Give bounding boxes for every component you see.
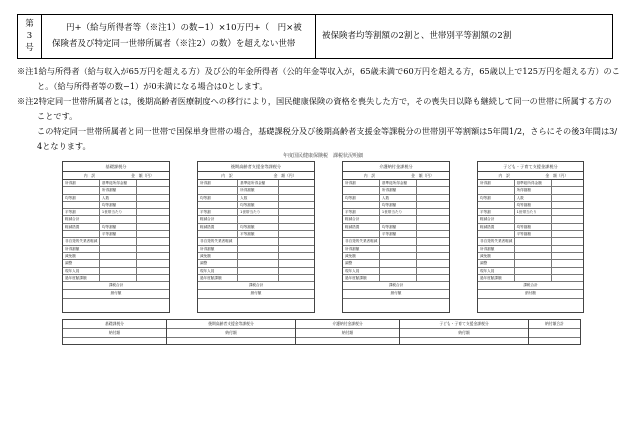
form-row-key — [198, 231, 238, 237]
form-row-key: 均等割 — [63, 195, 100, 201]
form-block-subhead — [478, 172, 583, 180]
form-row-key: 非自発的失業者軽減 — [478, 238, 515, 244]
form-row-amount — [137, 268, 169, 274]
form-row — [198, 224, 314, 231]
form-row — [478, 238, 583, 245]
form-row — [343, 195, 449, 202]
form-row-item: 所得割額 — [100, 187, 137, 193]
form-row-amount — [552, 224, 584, 230]
form-row-item — [238, 216, 279, 222]
form-row-item: 1世帯当たり — [238, 209, 279, 215]
form-row — [343, 275, 449, 282]
form-total: 課税合計 — [343, 282, 449, 290]
form-row — [343, 268, 449, 275]
form-row-amount — [552, 275, 584, 281]
form-row-key: 所得割 — [198, 180, 238, 186]
note2-line4: 4となります。 — [37, 141, 91, 151]
form-row-item: 基準総所得金額 — [238, 180, 279, 186]
bottom-total-cell — [166, 319, 296, 345]
form-row-item: 均等割額 — [238, 224, 279, 230]
form-row — [198, 216, 314, 223]
form-row-item: 平等割額 — [238, 231, 279, 237]
form-row-item: 均等割額 — [515, 224, 552, 230]
form-row-key: 軽減措置 — [198, 224, 238, 230]
form-row-key: 均等割 — [198, 195, 238, 201]
form-row — [63, 187, 169, 194]
form-row-amount — [137, 224, 169, 230]
form-row-amount — [552, 268, 584, 274]
form-row-item — [380, 216, 417, 222]
form-row-item — [238, 275, 279, 281]
form-block-head: 介護納付金課税分 — [343, 162, 449, 172]
form-row-item — [100, 246, 137, 252]
form-row-amount — [417, 238, 449, 244]
note1-line1: ※注1給与所得者（給与収入が65万円を超える方）及び公的年金所得者（公的年金等収入が，65歳未満で60万円を超える方，65歳以上で125万円を超える方）のこ — [17, 66, 620, 76]
form-row-key — [198, 187, 238, 193]
form-row-amount — [137, 202, 169, 208]
form-row-key — [63, 231, 100, 237]
form-row-amount — [552, 231, 584, 237]
form-row-key: 均等割 — [478, 195, 515, 201]
form-row — [478, 260, 583, 267]
form-block-subhead — [63, 172, 169, 180]
subhead-right: 金 額（円） — [545, 173, 569, 178]
form-row — [478, 187, 583, 194]
form-row-key: 過年度賦課額 — [478, 275, 515, 281]
bottom-cell-sub: 納付額 — [296, 329, 399, 338]
form-block-subhead — [198, 172, 314, 180]
form-row-key: 軽減合計 — [343, 216, 380, 222]
form-row-amount — [137, 253, 169, 259]
form-row-amount — [552, 246, 584, 252]
form-row-key: 所得割額 — [198, 246, 238, 252]
form-row-amount — [552, 209, 584, 215]
form-row-item — [380, 246, 417, 252]
form-row-item — [515, 216, 552, 222]
form-row-amount — [279, 253, 314, 259]
form-row-amount — [279, 209, 314, 215]
form-row — [63, 253, 169, 260]
form-row-item: 平等割額 — [100, 231, 137, 237]
subhead-left: 内 訳 — [221, 173, 233, 178]
form-row-item — [515, 275, 552, 281]
form-row-item: 人数 — [100, 195, 137, 201]
form-row — [198, 246, 314, 253]
form-row-item — [380, 238, 417, 244]
form-row — [478, 180, 583, 187]
rule-number-text: 第 3 号 — [25, 19, 34, 53]
form-row-item: 基準総所得金額 — [380, 180, 417, 186]
form-row-key — [343, 202, 380, 208]
form-row — [63, 224, 169, 231]
form-row-item: 平等割額 — [380, 231, 417, 237]
form-row-amount — [279, 268, 314, 274]
form-row-item: 人数 — [238, 195, 279, 201]
form-row — [478, 195, 583, 202]
form-row-amount — [279, 187, 314, 193]
form-row-key: 平等割 — [343, 209, 380, 215]
form-row-item: 所得割額 — [515, 187, 552, 193]
form-row — [343, 238, 449, 245]
form-row-key: 減免額 — [198, 253, 238, 259]
form-row-key: 非自発的失業者軽減 — [198, 238, 238, 244]
form-row — [343, 180, 449, 187]
form-row-item: 人数 — [515, 195, 552, 201]
form-total: 課税合計 — [478, 282, 583, 290]
form-row-amount — [137, 187, 169, 193]
form-row — [198, 238, 314, 245]
form-row-item: 人数 — [380, 195, 417, 201]
form-row-key: 非自発的失業者軽減 — [63, 238, 100, 244]
form-row-item — [100, 216, 137, 222]
bottom-total-cell — [528, 319, 581, 345]
form-row — [478, 202, 583, 209]
form-block — [477, 161, 584, 313]
form-row — [63, 246, 169, 253]
form-row-key: 過年度賦課額 — [198, 275, 238, 281]
form-dues: 納付額 — [63, 290, 169, 298]
form-row — [478, 216, 583, 223]
subhead-left: 内 訳 — [498, 173, 510, 178]
form-row-amount — [417, 260, 449, 266]
form-row-item — [100, 238, 137, 244]
bottom-cell-label: 基礎課税分 — [63, 320, 166, 329]
form-row-key: 非自発的失業者軽減 — [343, 238, 380, 244]
form-row-key: 現年人員 — [478, 268, 515, 274]
form-row — [343, 224, 449, 231]
footnotes — [17, 64, 620, 154]
form-row-key: 軽減合計 — [478, 216, 515, 222]
form-row-key: 軽減措置 — [63, 224, 100, 230]
form-row-item — [515, 253, 552, 259]
form-row-amount — [552, 260, 584, 266]
form-row-amount — [417, 209, 449, 215]
form-row-amount — [279, 216, 314, 222]
form-row-item — [515, 268, 552, 274]
rule-formula — [42, 15, 316, 58]
subhead-right: 金 額（円） — [411, 173, 434, 178]
form-row-amount — [279, 180, 314, 186]
form-row-amount — [279, 275, 314, 281]
form-block-subhead — [343, 172, 449, 180]
form-row-key: 減免額 — [478, 253, 515, 259]
form-row-amount — [417, 216, 449, 222]
form-row — [198, 180, 314, 187]
form-row — [63, 268, 169, 275]
form-row-item — [380, 275, 417, 281]
form-row-key: 現年人員 — [198, 268, 238, 274]
bottom-cell-label: 子ども・子育て支援金課税分 — [400, 320, 528, 329]
form-row-key: 均等割 — [343, 195, 380, 201]
form-row-amount — [417, 202, 449, 208]
form-row-item — [100, 268, 137, 274]
form-row-amount — [137, 180, 169, 186]
form-row-amount — [552, 202, 584, 208]
form-row-amount — [552, 180, 584, 186]
form-row — [478, 209, 583, 216]
form-row — [478, 253, 583, 260]
form-row-item — [515, 260, 552, 266]
form-row — [198, 209, 314, 216]
bottom-total-cell — [295, 319, 400, 345]
form-row-amount — [552, 253, 584, 259]
form-row-key — [63, 202, 100, 208]
form-row-amount — [137, 195, 169, 201]
form-row-item — [238, 238, 279, 244]
form-row-item: 均等割額 — [238, 202, 279, 208]
form-row-key: 平等割 — [478, 209, 515, 215]
form-row — [63, 238, 169, 245]
form-row — [198, 253, 314, 260]
form-row-item — [238, 246, 279, 252]
form-row-item: 基準総所得金額 — [515, 180, 552, 186]
form-row-item — [380, 268, 417, 274]
form-row — [343, 260, 449, 267]
form-row-amount — [417, 231, 449, 237]
form-row — [343, 187, 449, 194]
form-row-item — [515, 238, 552, 244]
form-row — [63, 216, 169, 223]
form-row-key: 所得割 — [63, 180, 100, 186]
subhead-left: 内 訳 — [83, 173, 96, 178]
rule-number — [18, 15, 42, 58]
form-block — [197, 161, 315, 313]
form-row-key — [478, 231, 515, 237]
form-row — [63, 209, 169, 216]
form-row-amount — [552, 216, 584, 222]
form-row — [63, 202, 169, 209]
form-row-item: 所得割額 — [238, 187, 279, 193]
form-row — [478, 231, 583, 238]
rule-result: 被保険者均等割額の2割と、世帯別平等割額の2割 — [322, 31, 512, 41]
form-row-key — [343, 187, 380, 193]
form-row-amount — [417, 187, 449, 193]
form-row-amount — [279, 246, 314, 252]
form-row — [63, 195, 169, 202]
form-row-key — [478, 187, 515, 193]
bottom-cell-sub: 納付額 — [63, 329, 166, 338]
form-row-item: 1世帯当たり — [100, 209, 137, 215]
form-row — [343, 202, 449, 209]
bottom-cell-label: 後期高齢者支援金等課税分 — [167, 320, 295, 329]
form-row-amount — [417, 268, 449, 274]
form-row-amount — [417, 180, 449, 186]
form-row — [63, 275, 169, 282]
form-row-item: 平等割額 — [515, 231, 552, 237]
form-row-key: 過年度賦課額 — [63, 275, 100, 281]
form-row — [63, 180, 169, 187]
form-row-item: 基準総所得金額 — [100, 180, 137, 186]
form-row — [478, 246, 583, 253]
bottom-cell-sub: 納付額 — [167, 329, 295, 338]
form-row-amount — [137, 216, 169, 222]
reduction-rule-table — [17, 14, 613, 59]
subhead-right: 金 額（円） — [273, 173, 297, 178]
form-row-key: 所得割 — [478, 180, 515, 186]
form-row-amount — [417, 224, 449, 230]
form-row — [198, 202, 314, 209]
note2-line3: この特定同一世帯所属者と同一世帯で国保単身世帯の場合，基礎課税分及び後期高齢者支援金等課税分の世帯別平等割額は5年間1/2，さらにその後3年間は3/ — [37, 126, 618, 136]
form-row — [198, 260, 314, 267]
form-row-item: 均等割額 — [380, 224, 417, 230]
form-row-key — [63, 187, 100, 193]
form-row-amount — [279, 231, 314, 237]
form-row-key: 所得割額 — [478, 246, 515, 252]
form-block — [62, 161, 170, 313]
form-row-amount — [279, 224, 314, 230]
form-row-item — [100, 275, 137, 281]
form-row-item: 1世帯当たり — [515, 209, 552, 215]
bottom-cell-sub — [529, 329, 580, 338]
form-total: 課税合計 — [198, 282, 314, 290]
form-row-item: 均等割額 — [380, 202, 417, 208]
form-row-key: 平等割 — [198, 209, 238, 215]
form-row-amount — [279, 202, 314, 208]
form-row-key: 過年度賦課額 — [343, 275, 380, 281]
form-row-amount — [417, 246, 449, 252]
rule-formula-line1: 円+（給与所得者等（※注1）の数−1）×10万円+（ 円×被 — [66, 23, 302, 33]
form-row — [343, 246, 449, 253]
form-row-key: 平等割 — [63, 209, 100, 215]
bottom-cell-label: 納付額合計 — [529, 320, 580, 329]
form-row-item — [380, 253, 417, 259]
form-row-key: 減免額 — [343, 253, 380, 259]
form-row-amount — [279, 260, 314, 266]
form-row-key: 所得割 — [343, 180, 380, 186]
form-dues: 納付額 — [198, 290, 314, 298]
form-row — [198, 268, 314, 275]
form-row-amount — [137, 238, 169, 244]
form-row-key — [478, 202, 515, 208]
form-title: 年度国民健康保険税 課税状況明細 — [282, 153, 363, 159]
form-row-amount — [279, 238, 314, 244]
form-block-head: 子ども・子育て支援金課税分 — [478, 162, 583, 172]
bottom-cell-sub: 納付額 — [400, 329, 528, 338]
form-row-amount — [279, 195, 314, 201]
form-row — [63, 260, 169, 267]
form-row-key: 現年人員 — [63, 268, 100, 274]
bottom-cell-label: 介護納付金課税分 — [296, 320, 399, 329]
form-row-amount — [417, 275, 449, 281]
tax-statement-form — [62, 152, 584, 354]
note2-line2: ことです。 — [37, 111, 78, 121]
subhead-left: 内 訳 — [363, 173, 376, 178]
subhead-right: 金 額（円） — [131, 173, 154, 178]
form-row-item — [380, 260, 417, 266]
form-row-key: 所得割額 — [63, 246, 100, 252]
form-row-amount — [137, 246, 169, 252]
form-row-key: 現年人員 — [343, 268, 380, 274]
note1-line2: と。（給与所得者等の数−1）が0未満になる場合は0とします。 — [37, 81, 268, 91]
note2-line1: ※注2特定同一世帯所属者とは，後期高齢者医療制度への移行により，国民健康保険の資格を喪失した方で，その喪失日以降も継続して同一の世帯に所属する方の — [17, 96, 612, 106]
form-block-head: 後期高齢者支援金等課税分 — [198, 162, 314, 172]
form-row-item: 均等割額 — [100, 202, 137, 208]
form-row-amount — [552, 195, 584, 201]
form-row — [478, 275, 583, 282]
form-row-amount — [137, 231, 169, 237]
form-row-item — [238, 268, 279, 274]
form-row-item — [238, 253, 279, 259]
rule-formula-line2: 保険者及び特定同一世帯所属者（※注2）の数）を超えない世帯 — [52, 39, 296, 49]
form-row-item — [238, 260, 279, 266]
form-row — [198, 275, 314, 282]
form-dues: 納付額 — [478, 290, 583, 298]
form-row — [63, 231, 169, 238]
form-row-key: 調整 — [343, 260, 380, 266]
form-row-item: 1世帯当たり — [380, 209, 417, 215]
form-row-key: 所得割額 — [343, 246, 380, 252]
form-row-amount — [137, 275, 169, 281]
form-row-key: 調整 — [63, 260, 100, 266]
form-row — [478, 268, 583, 275]
form-row-key: 減免額 — [63, 253, 100, 259]
form-row-amount — [417, 253, 449, 259]
form-row-amount — [417, 195, 449, 201]
form-row-amount — [137, 209, 169, 215]
form-row-item — [100, 260, 137, 266]
form-row-key: 軽減合計 — [198, 216, 238, 222]
form-bottom-totals — [62, 319, 584, 345]
bottom-total-cell — [399, 319, 529, 345]
form-block — [342, 161, 450, 313]
form-row-item — [100, 253, 137, 259]
form-row-key: 調整 — [198, 260, 238, 266]
form-row — [343, 216, 449, 223]
form-row — [478, 224, 583, 231]
form-row-key: 軽減合計 — [63, 216, 100, 222]
form-row — [198, 195, 314, 202]
form-block-head: 基礎課税分 — [63, 162, 169, 172]
form-row-item: 均等割額 — [515, 202, 552, 208]
form-row-item — [515, 246, 552, 252]
form-row-amount — [552, 238, 584, 244]
form-dues: 納付額 — [343, 290, 449, 298]
form-row-key: 調整 — [478, 260, 515, 266]
form-row — [198, 187, 314, 194]
form-row-item: 均等割額 — [100, 224, 137, 230]
form-row-amount — [552, 187, 584, 193]
bottom-total-cell — [62, 319, 167, 345]
form-row-key: 軽減措置 — [478, 224, 515, 230]
form-row — [343, 253, 449, 260]
form-row — [343, 209, 449, 216]
form-total: 課税合計 — [63, 282, 169, 290]
form-row-key: 軽減措置 — [343, 224, 380, 230]
form-row — [198, 231, 314, 238]
form-row-item: 所得割額 — [380, 187, 417, 193]
form-row-key — [198, 202, 238, 208]
form-row — [343, 231, 449, 238]
form-row-amount — [137, 260, 169, 266]
form-row-key — [343, 231, 380, 237]
